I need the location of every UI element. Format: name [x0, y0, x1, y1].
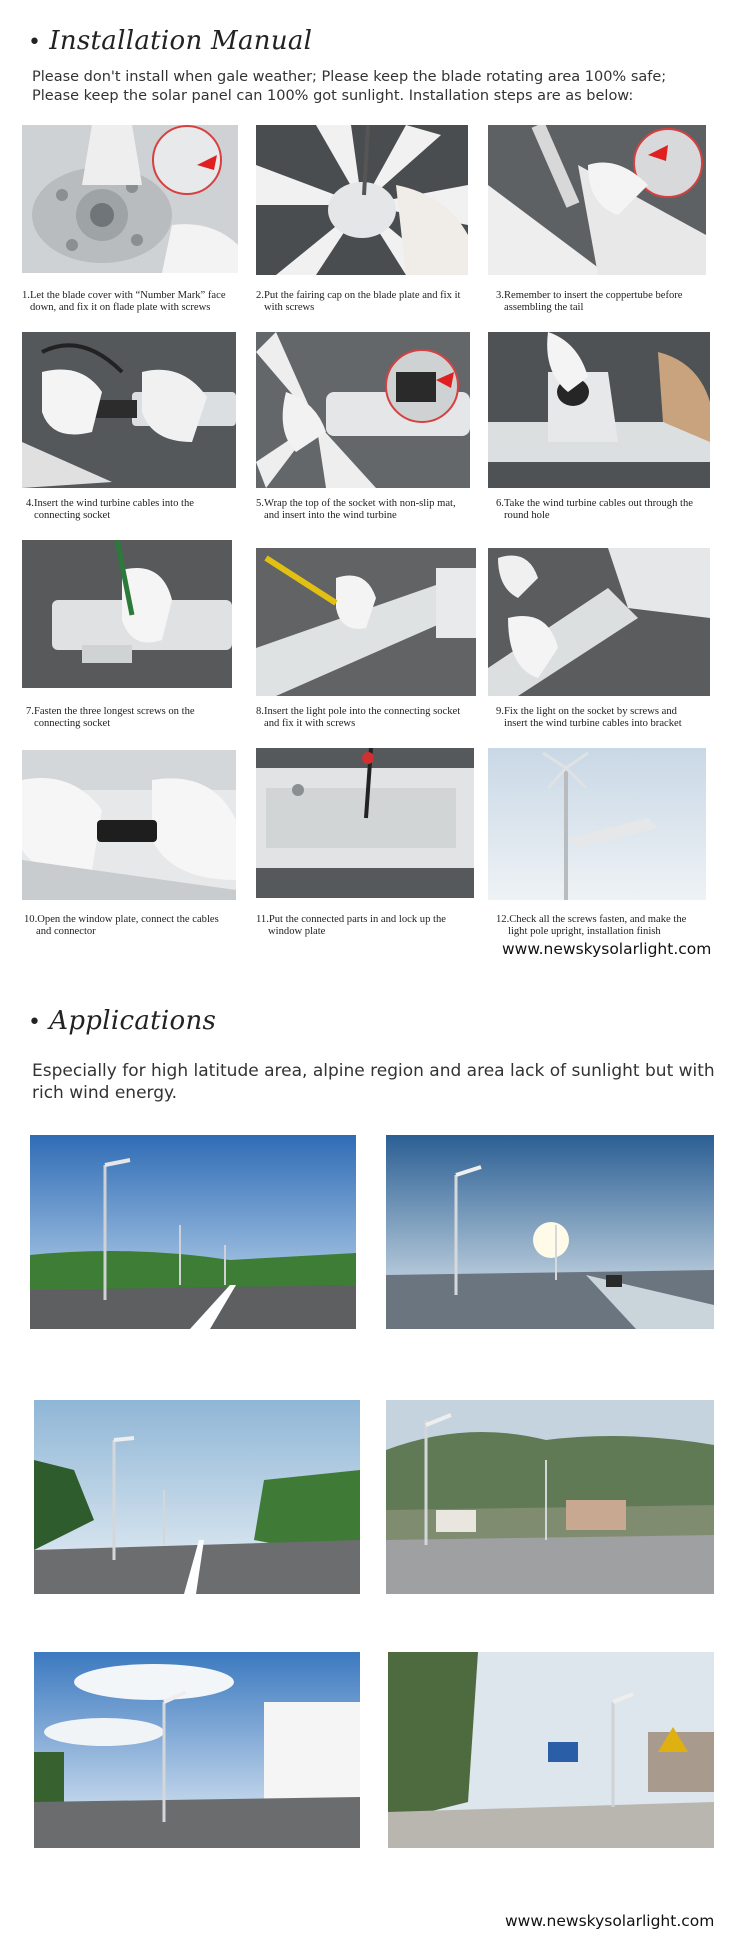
- caption-line: 3.Remember to insert the coppertube before: [496, 290, 683, 301]
- bullet: •: [28, 30, 42, 55]
- application-line-2: rich wind energy.: [32, 1083, 178, 1103]
- caption-line: 8.Insert the light pole into the connecting socket: [256, 706, 461, 717]
- applications-heading: [28, 1006, 216, 1036]
- caption-line: down, and fix it on flade plate with screws: [30, 302, 211, 313]
- caption-line: 9.Fix the light on the socket by screws and: [496, 706, 677, 717]
- application-line-1: Especially for high latitude area, alpine region and area lack of sunlight but with: [32, 1061, 715, 1081]
- caption-line: assembling the tail: [504, 302, 584, 313]
- step-caption-3: [496, 290, 726, 314]
- step-photo-1: [22, 125, 238, 273]
- step-caption-2: [256, 290, 481, 314]
- bullet: •: [28, 1010, 42, 1035]
- application-photo-6: [388, 1652, 714, 1848]
- step-photo-6: [488, 332, 710, 488]
- step-photo-8: [256, 548, 476, 696]
- step-photo-10: [22, 750, 236, 900]
- step-caption-12: [496, 914, 728, 938]
- step-caption-7: [26, 706, 251, 730]
- caption-line: with screws: [264, 302, 315, 313]
- step-caption-9: [496, 706, 728, 730]
- step-photo-3: [488, 125, 706, 275]
- intro-line-2: Please keep the solar panel can 100% got sunlight. Installation steps are as below:: [32, 88, 634, 104]
- caption-line: 2.Put the fairing cap on the blade plate and fix it: [256, 290, 461, 301]
- step-photo-2: [256, 125, 468, 275]
- applications-description: [32, 1060, 722, 1104]
- step-photo-5: [256, 332, 470, 488]
- website-link-footer[interactable]: www.newskysolarlight.com: [505, 1912, 715, 1930]
- application-photo-1: [30, 1135, 356, 1329]
- caption-line: light pole upright, installation finish: [508, 926, 661, 937]
- step-photo-4: [22, 332, 236, 488]
- intro-line-1: Please don't install when gale weather; Please keep the blade rotating area 100% safe;: [32, 69, 667, 85]
- step-caption-4: [26, 498, 251, 522]
- step-caption-5: [256, 498, 486, 522]
- caption-line: and fix it with screws: [264, 718, 356, 729]
- caption-line: insert the wind turbine cables into bracket: [504, 718, 682, 729]
- step-caption-6: [496, 498, 726, 522]
- caption-line: 7.Fasten the three longest screws on the: [26, 706, 195, 717]
- caption-line: 5.Wrap the top of the socket with non-slip mat,: [256, 498, 456, 509]
- application-photo-2: [386, 1135, 714, 1329]
- installation-heading: [28, 26, 312, 56]
- installation-intro: [32, 68, 732, 106]
- step-caption-10: [24, 914, 249, 938]
- caption-line: 11.Put the connected parts in and lock up the: [256, 914, 446, 925]
- applications-heading-text: Applications: [49, 1006, 217, 1036]
- step-photo-12: [488, 748, 706, 900]
- step-caption-11: [256, 914, 481, 938]
- caption-line: and connector: [36, 926, 96, 937]
- application-photo-4: [386, 1400, 714, 1594]
- caption-line: window plate: [268, 926, 326, 937]
- caption-line: 12.Check all the screws fasten, and make the: [496, 914, 687, 925]
- caption-line: 1.Let the blade cover with “Number Mark” face: [22, 290, 226, 301]
- step-photo-7: [22, 540, 232, 688]
- step-caption-1: [22, 290, 252, 314]
- caption-line: connecting socket: [34, 718, 111, 729]
- step-photo-9: [488, 548, 710, 696]
- application-photo-5: [34, 1652, 360, 1848]
- step-caption-8: [256, 706, 486, 730]
- caption-line: round hole: [504, 510, 550, 521]
- caption-line: connecting socket: [34, 510, 111, 521]
- step-photo-11: [256, 748, 474, 898]
- installation-heading-text: Installation Manual: [49, 26, 313, 56]
- application-photo-3: [34, 1400, 360, 1594]
- caption-line: and insert into the wind turbine: [264, 510, 397, 521]
- caption-line: 4.Insert the wind turbine cables into the: [26, 498, 194, 509]
- caption-line: 6.Take the wind turbine cables out through the: [496, 498, 693, 509]
- website-link[interactable]: www.newskysolarlight.com: [502, 940, 712, 958]
- caption-line: 10.Open the window plate, connect the cables: [24, 914, 219, 925]
